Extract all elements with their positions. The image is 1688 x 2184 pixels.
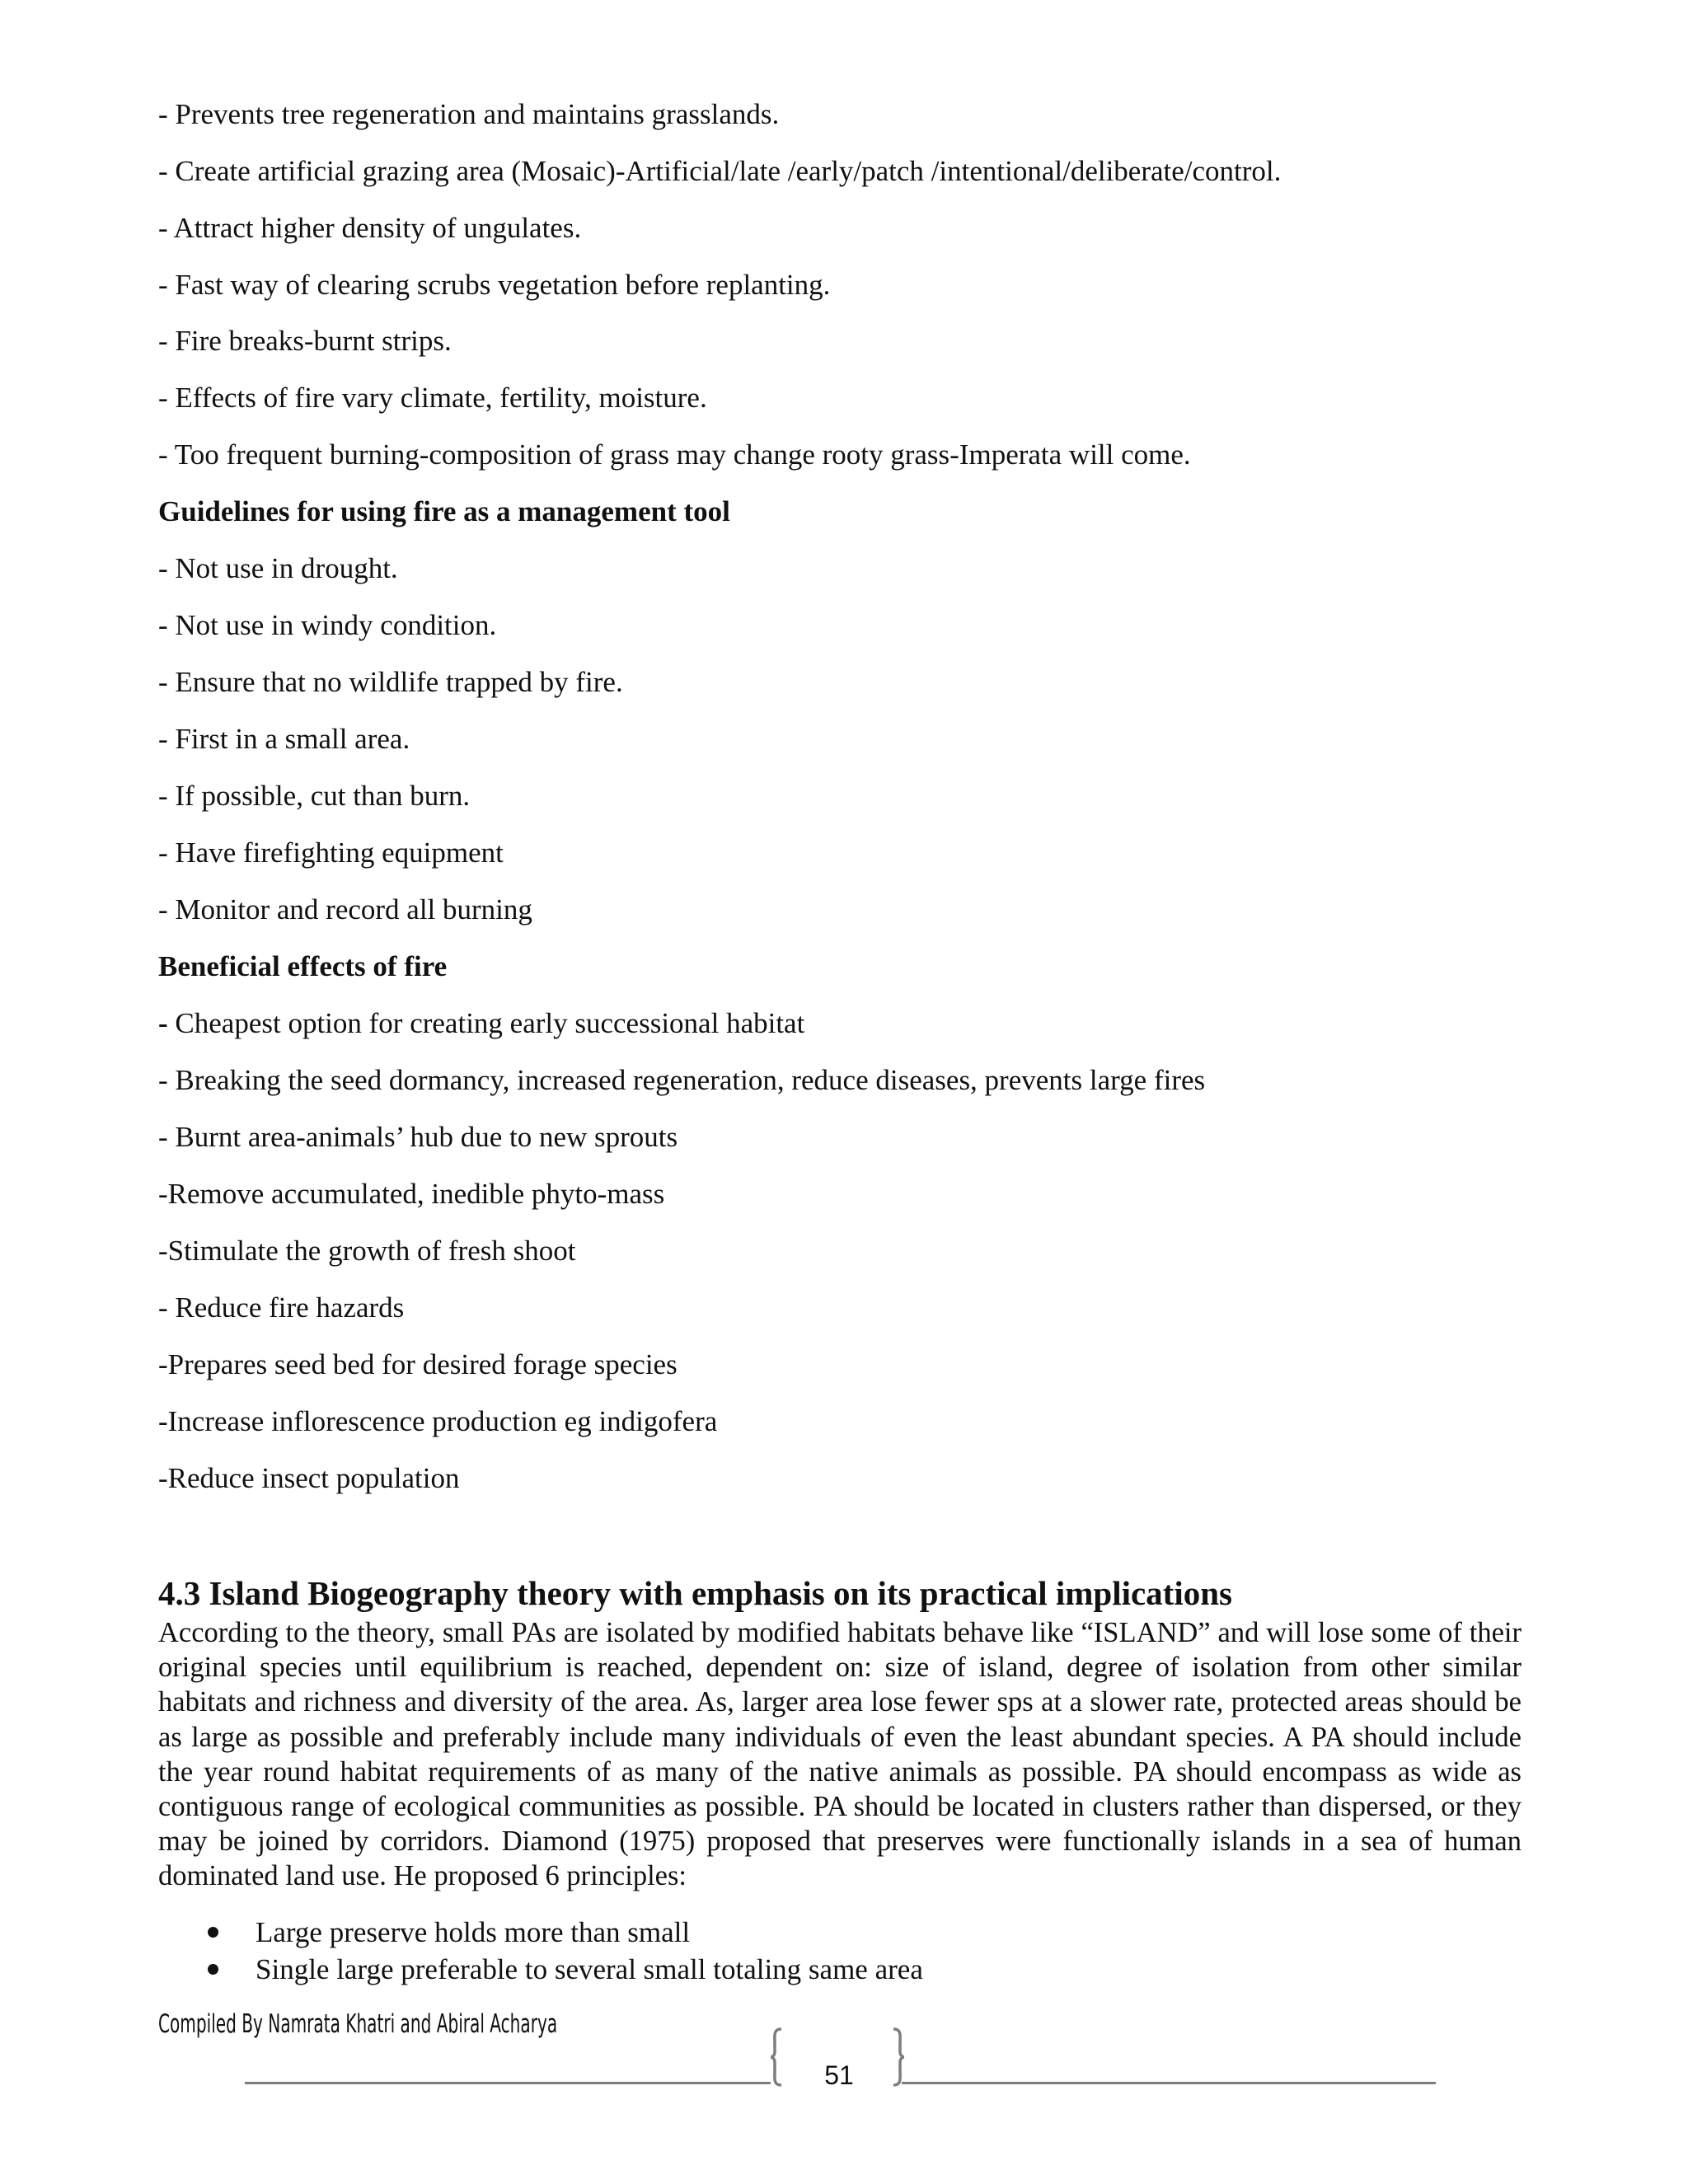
list-item: - Create artificial grazing area (Mosaic)-Artificial/late /early/patch /intentional/deliberate/control. [158, 155, 1282, 187]
section-paragraph: According to the theory, small PAs are isolated by modified habitats behave like “ISLAND” and will lose some of their original species until equilibrium is reached, dependent on: size of island, degree of isolation from other similar habitats and richness and diversity of the area. As, larger area lose fewer sps at a slower rate, protected areas should be as large as possible and preferably include many individuals of even the least abundant species. A PA should include the year round habitat requirements of as many of the native animals as possible. PA should encompass as wide as contiguous range of ecological communities as possible. PA should be located in clusters rather than dispersed, or they may be joined by corridors. Diamond (1975) proposed that preserves were functionally islands in a sea of human dominated land use. He proposed 6 principles: [158, 1617, 1522, 1892]
bullet-text: Single large preferable to several small totaling same area [256, 1953, 923, 1985]
list-item: - Attract higher density of ungulates. [158, 212, 582, 244]
list-item [158, 1006, 804, 1041]
list-item: - Breaking the seed dormancy, increased regeneration, reduce diseases, prevents large fires [158, 1064, 1206, 1096]
footer-credit: Compiled By Namrata Khatri and Abiral Acharya [158, 2009, 558, 2039]
bullet-item [158, 1951, 923, 1988]
list-item: -Remove accumulated, inedible phyto-mass [158, 1178, 665, 1210]
bracket-right-icon [892, 2027, 905, 2087]
bullet-list [158, 1914, 923, 1988]
list-item: - Not use in windy condition. [158, 609, 497, 641]
list-item: -Reduce insect population [158, 1462, 460, 1494]
section-heading: 4.3 Island Biogeography theory with emphasis on its practical implications [158, 1574, 1232, 1612]
list-item: -Stimulate the growth of fresh shoot [158, 1235, 576, 1267]
list-item: - Too frequent burning-composition of grass may change rooty grass-Imperata will come. [158, 438, 1191, 471]
list-item: -Prepares seed bed for desired forage species [158, 1348, 678, 1380]
list-item: - Effects of fire vary climate, fertility, moisture. [158, 382, 707, 414]
list-item: - Monitor and record all burning [158, 893, 532, 926]
list-item: - Burnt area-animals’ hub due to new sprouts [158, 1121, 678, 1153]
bracket-left-icon [770, 2027, 783, 2087]
bullet-text: Large preserve holds more than small [256, 1916, 691, 1948]
list-item: - If possible, cut than burn. [158, 780, 471, 812]
list-item-text: Cheapest option for creating early successional habitat [167, 1007, 805, 1039]
bullet-dot-icon [208, 1927, 218, 1938]
list-item: - Ensure that no wildlife trapped by fire. [158, 666, 623, 698]
footer-rule-right [902, 2082, 1436, 2084]
list-item: - First in a small area. [158, 723, 410, 755]
list-item: - Fast way of clearing scrubs vegetation before replanting. [158, 269, 831, 301]
footer-rule-left [245, 2082, 771, 2084]
bullet-item [158, 1914, 923, 1951]
bullet-dot-icon [208, 1964, 218, 1975]
bold-dash: - [158, 1007, 168, 1039]
page-number: 51 [824, 2060, 854, 2090]
list-item: -Increase inflorescence production eg indigofera [158, 1405, 718, 1437]
list-item: - Fire breaks-burnt strips. [158, 325, 452, 357]
list-item: - Reduce fire hazards [158, 1291, 405, 1324]
list-item: - Not use in drought. [158, 552, 398, 584]
guidelines-heading: Guidelines for using fire as a management tool [158, 495, 730, 527]
beneficial-heading: Beneficial effects of fire [158, 950, 448, 982]
list-item: - Have firefighting equipment [158, 837, 504, 869]
list-item: - Prevents tree regeneration and maintains grasslands. [158, 98, 780, 130]
